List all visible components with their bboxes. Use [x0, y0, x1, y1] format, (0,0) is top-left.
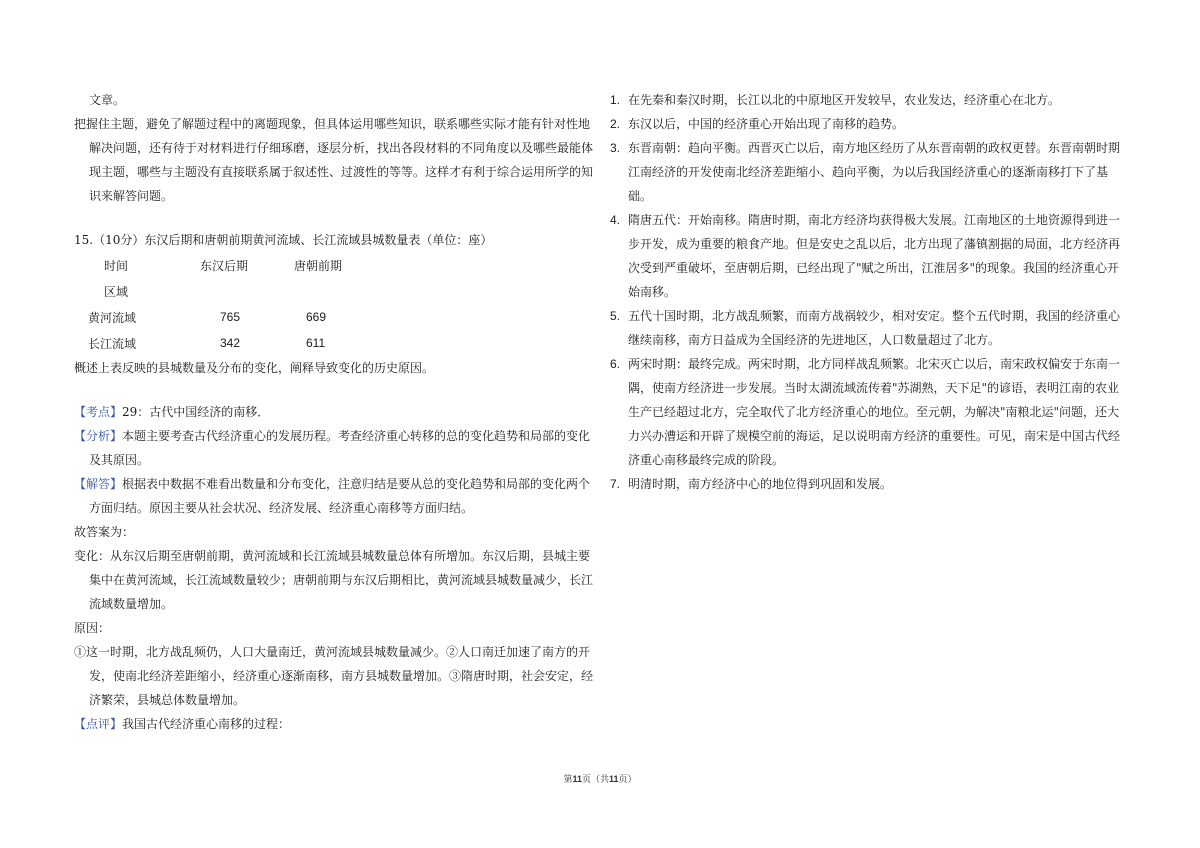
kaodian — [74, 400, 596, 424]
dianping-tag: 【点评】 — [74, 717, 123, 731]
jieda-text: 根据表中数据不难看出数量和分布变化，注意归结是要从总的变化趋势和局部的变化两个方面归结。原因主要从社会状况、经济发展、经济重心南移等方面归结。 — [89, 477, 591, 515]
answer-label: 故答案为： — [74, 525, 135, 539]
page-total: 11 — [609, 774, 619, 784]
county-count-table — [88, 252, 414, 356]
row-value: 611 — [306, 336, 326, 350]
kaodian-text: 29：古代中国经济的南移． — [122, 405, 270, 419]
header-region: 区域 — [104, 284, 129, 299]
header-east-han: 东汉后期 — [200, 258, 249, 273]
jieda-tag: 【解答】 — [74, 477, 123, 491]
south-shift-list — [610, 88, 1130, 496]
right-column — [610, 88, 1130, 496]
table-header-row — [88, 252, 414, 278]
reason-label: 原因： — [74, 621, 111, 635]
fenxi-tag: 【分析】 — [74, 429, 123, 443]
question-15-title: 15.（10分）东汉后期和唐朝前期黄河流域、长江流域县城数量表（单位：座） — [74, 233, 493, 247]
list-item: 3. 东晋南朝：趋向平衡。西晋灭亡以后，南方地区经历了从东晋南朝的政权更替。东晋南朝时期江南经济的开发使南北经济差距缩小、趋向平衡，为以后我国经济重心的逐渐南移打下了基础。 — [610, 141, 1121, 203]
list-item: 4. 隋唐五代：开始南移。隋唐时期，南北方经济均获得极大发展。江南地区的土地资源得到进一步开发，成为重要的粮食产地。但是安史之乱以后，北方出现了藩镇割据的局面，北方经济再次受到严重破坏，至唐朝后期，已经出现了"赋之所出，江淮居多"的现象。我国的经济重心开始南移。 — [610, 213, 1121, 299]
kaodian-tag: 【考点】 — [74, 405, 123, 419]
row-value: 669 — [306, 310, 327, 324]
page-footer: 第11页（共11页） — [563, 774, 637, 785]
list-item: 6. 两宋时期：最终完成。两宋时期，北方同样战乱频繁。北宋灭亡以后，南宋政权偏安于东南一隅，使南方经济进一步发展。当时太湖流域流传着"苏湖熟，天下足"的谚语，表明江南的农业生产已经超过北方，完全取代了北方经济重心的地位。至元朝，为解决"南粮北运"问题，还大力兴办漕运和开辟了规模空前的海运，足以说明南方经济的重要性。可见，南宋是中国古代经济重心南移最终完成的阶段。 — [610, 357, 1121, 467]
list-item: 1. 在先秦和秦汉时期，长江以北的中原地区开发较早，农业发达，经济重心在北方。 — [610, 93, 1061, 107]
question-15-prompt: 概述上表反映的县城数量及分布的变化，阐释导致变化的历史原因。 — [74, 361, 435, 375]
left-column — [74, 88, 596, 736]
table-header-row — [88, 278, 414, 304]
fenxi-text: 本题主要考查古代经济重心的发展历程。考查经济重心转移的总的变化趋势和局部的变化及其原因。 — [89, 429, 591, 467]
dianping — [74, 712, 596, 736]
page-number: 11 — [572, 774, 582, 784]
jieda — [74, 472, 596, 520]
header-tang: 唐朝前期 — [294, 258, 343, 273]
paragraph-main-theme: 把握住主题，避免了解题过程中的离题现象，但具体运用哪些知识，联系哪些实际才能有针对性地解决问题，还有待于对材料进行仔细琢磨，逐层分析，找出各段材料的不同角度以及哪些最能体现主题，哪些与主题没有直接联系属于叙述性、过渡性的等等。这样才有利于综合运用所学的知识来解答问题。 — [74, 117, 594, 203]
paragraph-continuation: 文章。 — [89, 93, 126, 107]
list-item: 7. 明清时期，南方经济中心的地位得到巩固和发展。 — [610, 477, 893, 491]
table-row — [88, 304, 414, 330]
row-name: 长江流域 — [88, 336, 137, 351]
answer-change: 变化：从东汉后期至唐朝前期，黄河流域和长江流域县城数量总体有所增加。东汉后期，县城主要集中在黄河流域，长江流域数量较少；唐朝前期与东汉后期相比，黄河流域县城数量减少，长江流域数量增加。 — [74, 549, 594, 611]
dianping-text: 我国古代经济重心南移的过程： — [122, 717, 291, 731]
list-item: 5. 五代十国时期，北方战乱频繁，而南方战祸较少，相对安定。整个五代时期，我国的经济重心继续南移，南方日益成为全国经济的先进地区，人口数量超过了北方。 — [610, 309, 1121, 347]
reason-text: ①这一时期，北方战乱频仍，人口大量南迁，黄河流域县城数量减少。②人口南迁加速了南方的开发，使南北经济差距缩小，经济重心逐渐南移，南方县城数量增加。③隋唐时期，社会安定，经济繁荣，县城总体数量增加。 — [74, 645, 594, 707]
row-value: 342 — [220, 336, 241, 350]
list-item: 2. 东汉以后，中国的经济重心开始出现了南移的趋势。 — [610, 117, 905, 131]
fenxi — [74, 424, 596, 472]
header-time: 时间 — [104, 258, 129, 273]
row-name: 黄河流域 — [88, 310, 137, 325]
row-value: 765 — [220, 310, 241, 324]
table-row — [88, 330, 414, 356]
